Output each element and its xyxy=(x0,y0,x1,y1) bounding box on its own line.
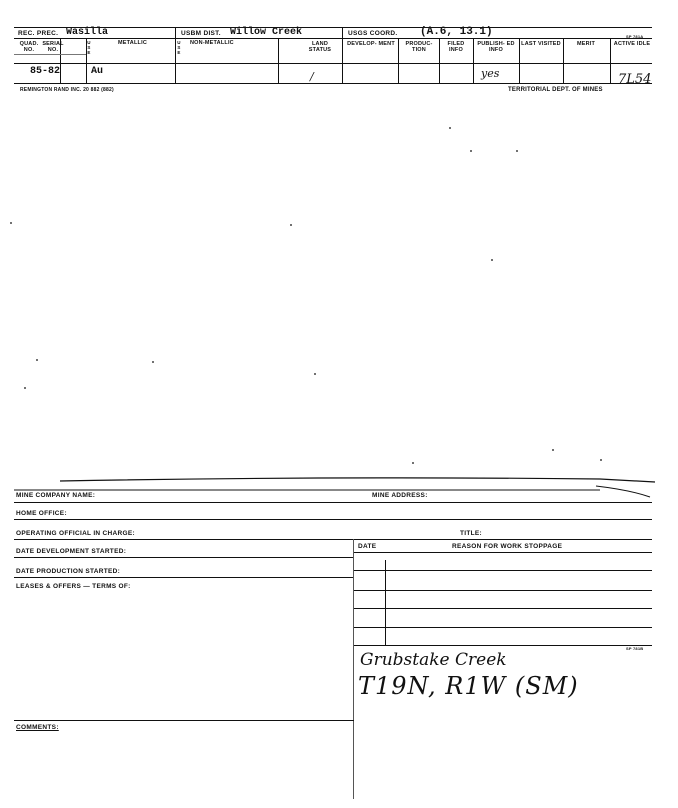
quad-value: 85-82 xyxy=(30,66,61,77)
handwritten-location: Grubstake Creek xyxy=(360,650,507,670)
col-serial-header: SERIAL NO. xyxy=(42,41,64,53)
published-info-value: yes xyxy=(481,67,500,80)
col-quad-header: QUAD. NO. xyxy=(19,41,39,53)
form-number-top: SP 781A xyxy=(626,34,644,39)
leases-offers-label: LEASES & OFFERS — TERMS OF: xyxy=(16,583,131,590)
reason-stoppage-label: REASON FOR WORK STOPPAGE xyxy=(452,543,563,550)
top-rule xyxy=(14,27,652,28)
usgs-coord-label: USGS COORD. xyxy=(348,30,398,37)
col-filed-info-header: FILED INFO xyxy=(447,41,465,53)
col-merit-header: MERIT xyxy=(576,41,596,47)
land-status-mark: / xyxy=(310,70,314,83)
col-published-header: PUBLISH- ED INFO xyxy=(477,41,515,53)
form-number-bottom: SP 781B xyxy=(626,646,644,651)
mine-address-label: MINE ADDRESS: xyxy=(372,492,428,499)
dept-line: TERRITORIAL DEPT. OF MINES xyxy=(508,87,603,93)
row-bottom-rule xyxy=(14,83,652,84)
mine-company-label: MINE COMPANY NAME: xyxy=(16,492,96,499)
col-metallic-header: METALLIC xyxy=(118,40,147,46)
col-development-header: DEVELOP- MENT xyxy=(347,41,395,47)
home-office-label: HOME OFFICE: xyxy=(16,510,67,517)
rec-prec-value: Wasilla xyxy=(66,27,109,38)
handwritten-township: T19N, R1W (SM) xyxy=(358,672,579,700)
header-bottom-rule xyxy=(14,63,652,64)
comments-label: COMMENTS: xyxy=(16,724,59,731)
col-production-header: PRODUC- TION xyxy=(405,41,433,53)
operating-official-label: OPERATING OFFICIAL IN CHARGE: xyxy=(16,530,135,537)
col-use-nonmetal-header: U S E xyxy=(177,40,181,55)
metal-code-value: Au xyxy=(91,66,104,77)
col-land-status-header: LAND STATUS xyxy=(308,41,332,53)
title-label: TITLE: xyxy=(460,530,483,537)
printer-line: REMINGTON RAND INC. 20 882 (882) xyxy=(20,87,114,93)
col-active-idle-header: ACTIVE IDLE xyxy=(613,41,651,47)
active-idle-value: 7L54 xyxy=(618,72,652,87)
date-development-label: DATE DEVELOPMENT STARTED: xyxy=(16,548,127,555)
date-column-label: DATE xyxy=(358,543,377,550)
col-use-metal-header: U S E xyxy=(87,40,91,55)
date-production-label: DATE PRODUCTION STARTED: xyxy=(16,568,121,575)
usgs-coord-value: (A.6, 13.1) xyxy=(420,26,493,38)
card-edge xyxy=(0,470,678,510)
col-last-visited-header: LAST VISITED xyxy=(521,41,561,47)
row1-bottom-rule xyxy=(14,38,652,39)
rec-prec-label: REC. PREC. xyxy=(18,30,59,37)
usbm-dist-label: USBM DIST. xyxy=(181,30,221,37)
col-nonmetallic-header: NON-METALLIC xyxy=(190,40,234,46)
usbm-dist-value: Willow Creek xyxy=(230,27,303,38)
